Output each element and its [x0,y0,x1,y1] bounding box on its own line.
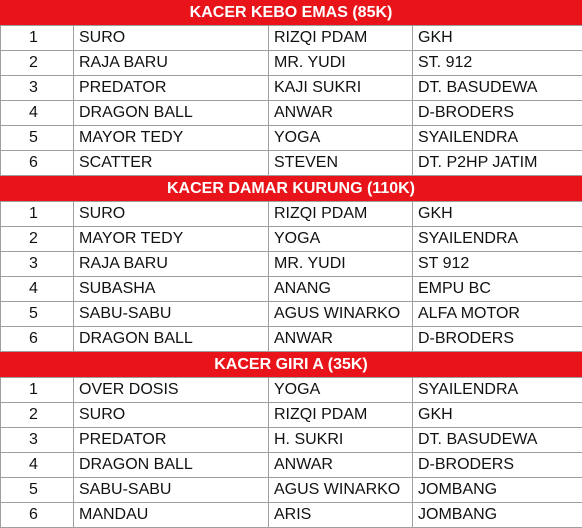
team-cell: GKH [413,26,582,51]
owner-cell: AGUS WINARKO [269,478,413,503]
bird-name-cell: PREDATOR [74,76,269,101]
table-row [1,327,582,352]
bird-name-cell: RAJA BARU [74,51,269,76]
owner-cell: AGUS WINARKO [269,302,413,327]
team-cell: GKH [413,202,582,227]
team-cell: GKH [413,403,582,428]
team-cell: EMPU BC [413,277,582,302]
owner-cell: H. SUKRI [269,428,413,453]
table-row [1,26,582,51]
owner-cell: KAJI SUKRI [269,76,413,101]
team-cell: ST 912 [413,252,582,277]
section-title: KACER DAMAR KURUNG (110K) [0,176,582,201]
table-row [1,277,582,302]
table-row [1,378,582,403]
table-row [1,302,582,327]
team-cell: JOMBANG [413,478,582,503]
owner-cell: MR. YUDI [269,252,413,277]
owner-cell: RIZQI PDAM [269,403,413,428]
ranking-table [0,25,582,176]
bird-name-cell: SURO [74,26,269,51]
bird-name-cell: PREDATOR [74,428,269,453]
bird-name-cell: SURO [74,403,269,428]
rank-cell: 1 [1,202,74,227]
table-row [1,252,582,277]
rank-cell: 6 [1,151,74,176]
rank-cell: 6 [1,327,74,352]
bird-name-cell: OVER DOSIS [74,378,269,403]
table-row [1,126,582,151]
rank-cell: 5 [1,126,74,151]
table-row [1,453,582,478]
bird-name-cell: SCATTER [74,151,269,176]
rank-cell: 3 [1,428,74,453]
rank-cell: 1 [1,378,74,403]
team-cell: SYAILENDRA [413,378,582,403]
table-row [1,151,582,176]
bird-name-cell: MAYOR TEDY [74,227,269,252]
owner-cell: ANWAR [269,101,413,126]
bird-name-cell: SURO [74,202,269,227]
owner-cell: MR. YUDI [269,51,413,76]
bird-name-cell: MANDAU [74,503,269,528]
owner-cell: RIZQI PDAM [269,26,413,51]
rank-cell: 3 [1,76,74,101]
table-row [1,202,582,227]
team-cell: JOMBANG [413,503,582,528]
team-cell: SYAILENDRA [413,227,582,252]
rank-cell: 3 [1,252,74,277]
ranking-table [0,377,582,528]
rank-cell: 2 [1,227,74,252]
owner-cell: ARIS [269,503,413,528]
team-cell: D-BRODERS [413,453,582,478]
bird-name-cell: MAYOR TEDY [74,126,269,151]
rank-cell: 4 [1,453,74,478]
team-cell: D-BRODERS [413,101,582,126]
table-row [1,478,582,503]
team-cell: SYAILENDRA [413,126,582,151]
rank-cell: 5 [1,302,74,327]
owner-cell: YOGA [269,126,413,151]
owner-cell: RIZQI PDAM [269,202,413,227]
table-row [1,403,582,428]
owner-cell: YOGA [269,378,413,403]
table-row [1,51,582,76]
team-cell: ST. 912 [413,51,582,76]
owner-cell: ANWAR [269,453,413,478]
team-cell: ALFA MOTOR [413,302,582,327]
bird-name-cell: SUBASHA [74,277,269,302]
table-row [1,428,582,453]
table-row [1,76,582,101]
bird-name-cell: DRAGON BALL [74,101,269,126]
bird-name-cell: DRAGON BALL [74,327,269,352]
owner-cell: ANWAR [269,327,413,352]
table-row [1,227,582,252]
team-cell: DT. BASUDEWA [413,76,582,101]
rank-cell: 6 [1,503,74,528]
owner-cell: YOGA [269,227,413,252]
team-cell: D-BRODERS [413,327,582,352]
rank-cell: 2 [1,403,74,428]
bird-name-cell: RAJA BARU [74,252,269,277]
owner-cell: STEVEN [269,151,413,176]
section-title: KACER KEBO EMAS (85K) [0,0,582,25]
team-cell: DT. BASUDEWA [413,428,582,453]
owner-cell: ANANG [269,277,413,302]
section-title: KACER GIRI A (35K) [0,352,582,377]
ranking-table [0,201,582,352]
bird-name-cell: SABU-SABU [74,302,269,327]
bird-name-cell: DRAGON BALL [74,453,269,478]
team-cell: DT. P2HP JATIM [413,151,582,176]
rank-cell: 4 [1,101,74,126]
rank-cell: 2 [1,51,74,76]
table-row [1,101,582,126]
rank-cell: 5 [1,478,74,503]
bird-name-cell: SABU-SABU [74,478,269,503]
rank-cell: 1 [1,26,74,51]
rank-cell: 4 [1,277,74,302]
